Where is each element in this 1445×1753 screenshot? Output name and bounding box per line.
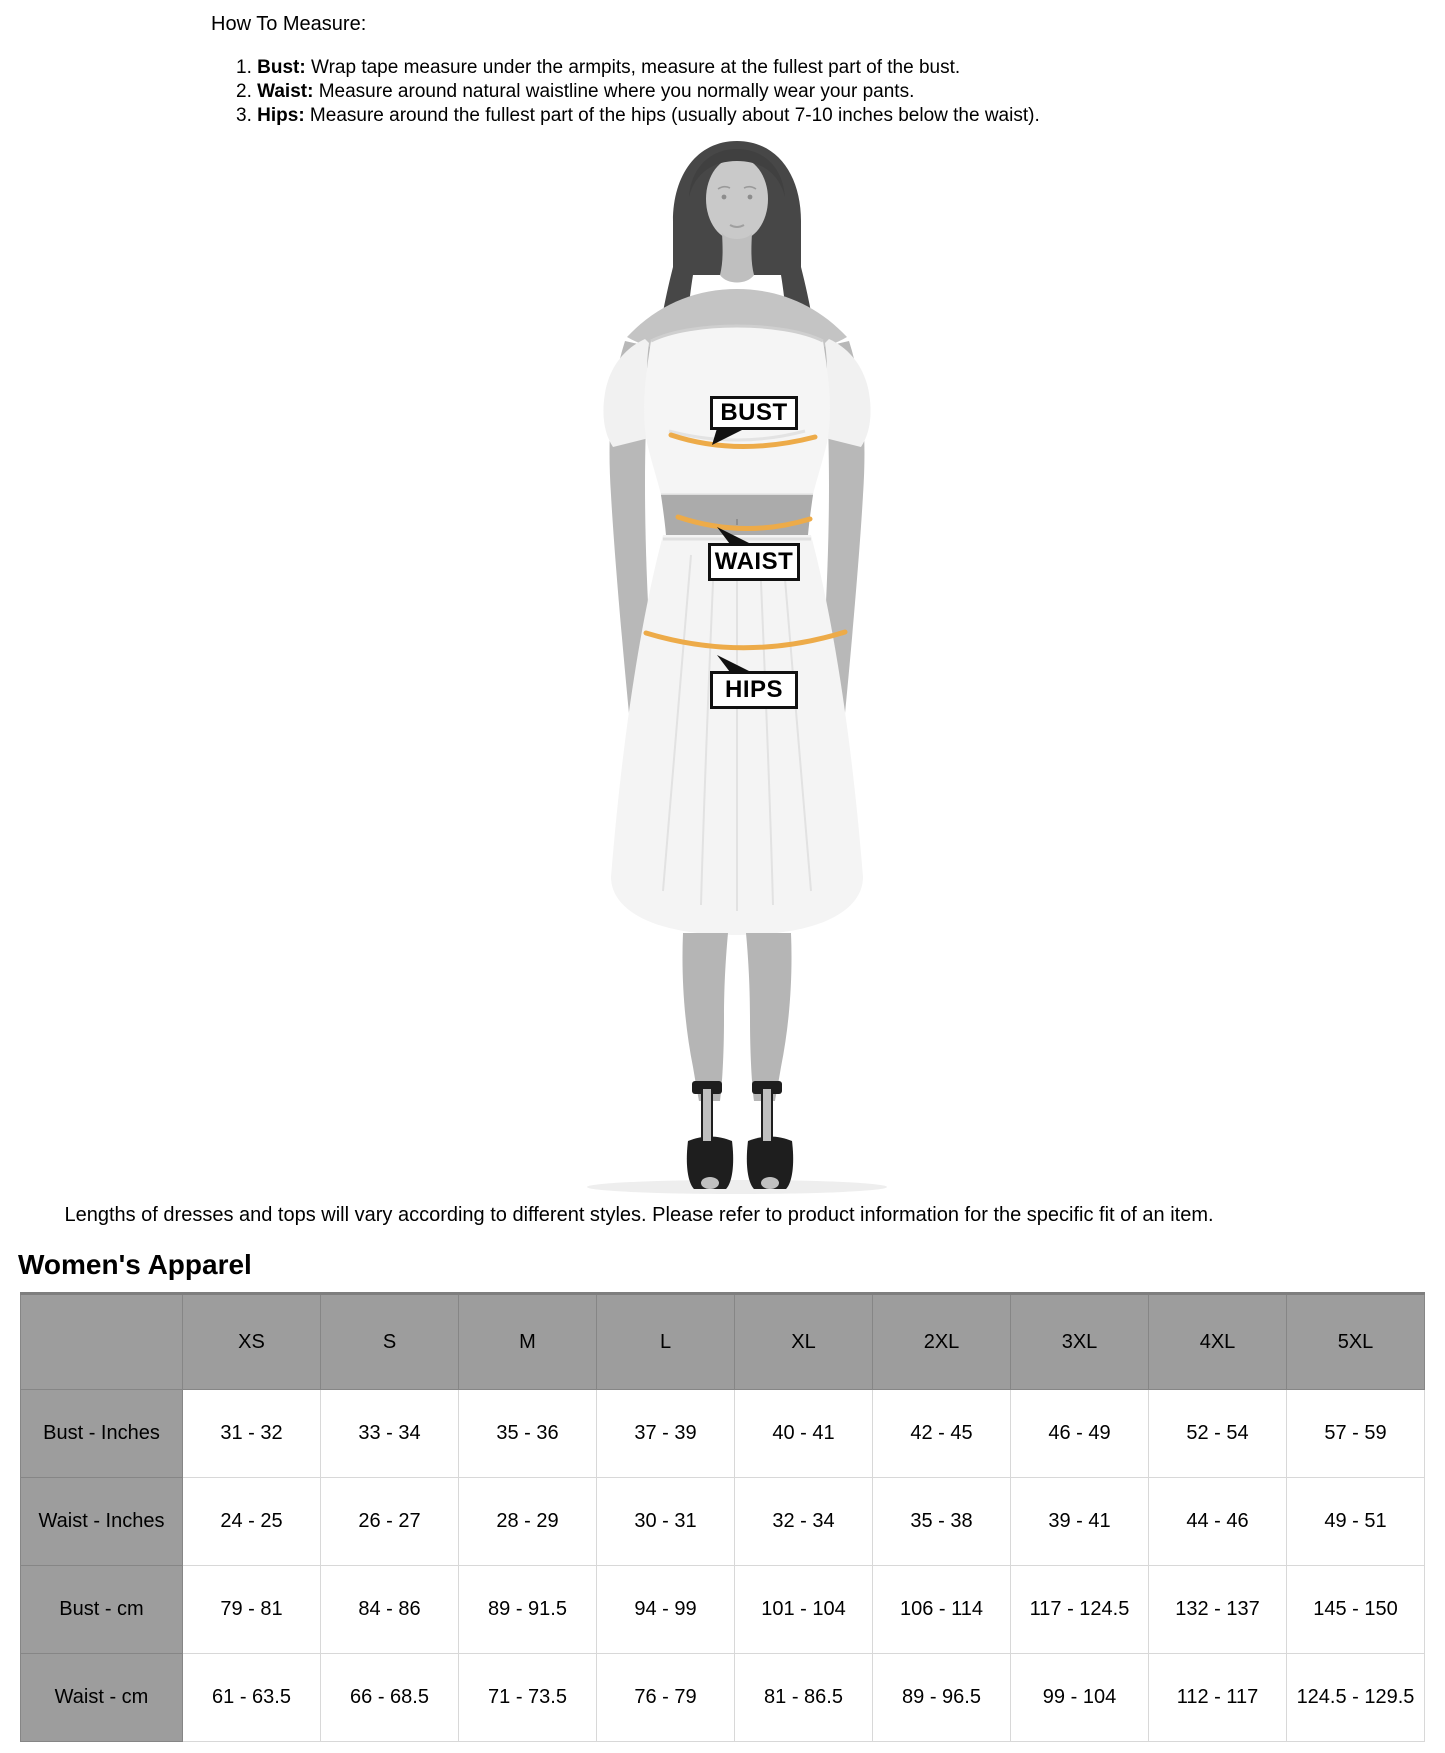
cell: 89 - 91.5 <box>459 1566 597 1654</box>
size-chart-table <box>20 1292 1425 1742</box>
table-row-waist-inches <box>21 1478 1425 1566</box>
cell: 117 - 124.5 <box>1011 1566 1149 1654</box>
cell: 44 - 46 <box>1149 1478 1287 1566</box>
table-row-bust-cm <box>21 1566 1425 1654</box>
size-chart-title: Women's Apparel <box>18 1249 252 1280</box>
item-text: Measure around natural waistline where you normally wear your pants. <box>318 81 915 102</box>
cell: 106 - 114 <box>873 1566 1011 1654</box>
corner-cell <box>21 1294 183 1390</box>
cell: 46 - 49 <box>1011 1390 1149 1478</box>
row-label: Bust - cm <box>21 1566 183 1654</box>
cell: 57 - 59 <box>1287 1390 1425 1478</box>
legs <box>682 933 791 1101</box>
item-number: 3. <box>236 105 252 126</box>
item-number: 2. <box>236 81 252 102</box>
cell: 101 - 104 <box>735 1566 873 1654</box>
shoes <box>687 1081 793 1189</box>
item-term: Bust: <box>257 57 306 78</box>
floor-shadow <box>587 1180 887 1194</box>
cell: 71 - 73.5 <box>459 1654 597 1742</box>
cell: 52 - 54 <box>1149 1390 1287 1478</box>
neck <box>720 233 754 283</box>
cell: 132 - 137 <box>1149 1566 1287 1654</box>
hips-label: HIPS <box>710 671 798 709</box>
cell: 40 - 41 <box>735 1390 873 1478</box>
col-header-3xl: 3XL <box>1011 1294 1149 1390</box>
item-term: Hips: <box>257 105 305 126</box>
cell: 49 - 51 <box>1287 1478 1425 1566</box>
cell: 39 - 41 <box>1011 1478 1149 1566</box>
cell: 112 - 117 <box>1149 1654 1287 1742</box>
col-header-xl: XL <box>735 1294 873 1390</box>
cell: 30 - 31 <box>597 1478 735 1566</box>
header-row <box>21 1294 1425 1390</box>
cell: 94 - 99 <box>597 1566 735 1654</box>
item-number: 1. <box>236 57 252 78</box>
cell: 33 - 34 <box>321 1390 459 1478</box>
col-header-5xl: 5XL <box>1287 1294 1425 1390</box>
cell: 37 - 39 <box>597 1390 735 1478</box>
fit-note: Lengths of dresses and tops will vary according to different styles. Please refer to product information for the specific fit of an item. <box>64 1204 1214 1226</box>
row-label: Bust - Inches <box>21 1390 183 1478</box>
face <box>706 157 768 241</box>
col-header-4xl: 4XL <box>1149 1294 1287 1390</box>
cell: 61 - 63.5 <box>183 1654 321 1742</box>
howto-item-bust <box>236 56 1040 80</box>
howto-list <box>236 56 1040 128</box>
howto-item-hips <box>236 104 1040 128</box>
cell: 26 - 27 <box>321 1478 459 1566</box>
cell: 31 - 32 <box>183 1390 321 1478</box>
row-label: Waist - cm <box>21 1654 183 1742</box>
cell: 84 - 86 <box>321 1566 459 1654</box>
cell: 35 - 36 <box>459 1390 597 1478</box>
cell: 24 - 25 <box>183 1478 321 1566</box>
row-label: Waist - Inches <box>21 1478 183 1566</box>
col-header-2xl: 2XL <box>873 1294 1011 1390</box>
cell: 35 - 38 <box>873 1478 1011 1566</box>
table-row-bust-inches <box>21 1390 1425 1478</box>
cell: 76 - 79 <box>597 1654 735 1742</box>
cell: 42 - 45 <box>873 1390 1011 1478</box>
howto-item-waist <box>236 80 1040 104</box>
cell: 145 - 150 <box>1287 1566 1425 1654</box>
cell: 99 - 104 <box>1011 1654 1149 1742</box>
col-header-s: S <box>321 1294 459 1390</box>
col-header-l: L <box>597 1294 735 1390</box>
cell: 124.5 - 129.5 <box>1287 1654 1425 1742</box>
cell: 79 - 81 <box>183 1566 321 1654</box>
table-row-waist-cm <box>21 1654 1425 1742</box>
item-text: Measure around the fullest part of the hips (usually about 7-10 inches below the waist). <box>309 105 1040 126</box>
col-header-m: M <box>459 1294 597 1390</box>
cell: 66 - 68.5 <box>321 1654 459 1742</box>
waist-label: WAIST <box>708 543 800 581</box>
bust-label: BUST <box>710 396 798 430</box>
item-text: Wrap tape measure under the armpits, measure at the fullest part of the bust. <box>310 57 961 78</box>
howto-title: How To Measure: <box>211 13 367 35</box>
col-header-xs: XS <box>183 1294 321 1390</box>
skirt <box>611 535 863 935</box>
cell: 28 - 29 <box>459 1478 597 1566</box>
cell: 89 - 96.5 <box>873 1654 1011 1742</box>
cell: 32 - 34 <box>735 1478 873 1566</box>
cell: 81 - 86.5 <box>735 1654 873 1742</box>
item-term: Waist: <box>257 81 314 102</box>
